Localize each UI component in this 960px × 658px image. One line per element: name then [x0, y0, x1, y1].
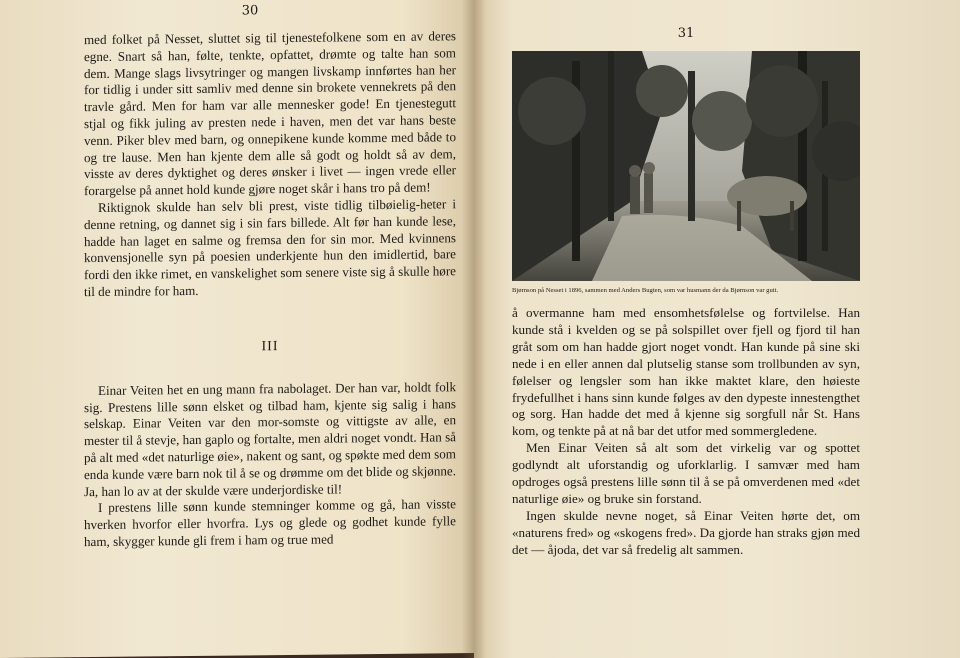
right-text — [512, 305, 860, 559]
right-page — [474, 0, 960, 658]
paragraph: I prestens lille sønn kunde stemninger komme og gå, han visste hverken hvorfor eller hvorfra. Lys og glede og godhet kunde fylle ham, skygger kunde gli frem i ham og true med — [84, 496, 456, 550]
photo-caption: Bjørnson på Nesset i 1896, sammen med Anders Bugten, som var husmann der da Bjørnson var gutt. — [512, 287, 779, 294]
paragraph: Ingen skulde nevne noget, så Einar Veiten hørte det, om «naturens fred» og «skogens fred». Da gjorde han straks gjøn med det — åjoda, det var så fredelig alt sammen. — [512, 507, 860, 557]
paragraph: Men Einar Veiten så alt som det virkelig var og spottet godlyndt alt uforstandig og uforklarlig. I samvær med ham opdroges også prestens lille sønn til å se på omverdenen med «det naturlige øie» og bruke sin forstand. — [512, 440, 860, 506]
paragraph: med folket på Nesset, sluttet sig til tjenestefolkene som en av deres egne. Snart så han, følte, tenkte, opfattet, drømte og talte han som dem. Mange slags livsytringer og mangen livskamp innførtes han her for tidlig i under sitt samliv med denne sin brokete vennekrets på den travle gård. Men for ham var alle mennesker gode! En tjenestegutt stjal og fikk juling av presten nede i haven, men det var hans beste venn. Piker blev med barn, og onnepikene kunde komme med både to og tre lause. Men han kjente dem alle så godt og holdt så av dem, visste av deres dyktighet og deres ønsker i livet — ingen vrede eller forargelse på annet hold kunde gjøre noget skår i hans tro på dem! — [84, 28, 456, 199]
page-number-left: 30 — [241, 3, 259, 19]
paragraph: Riktignok skulde han selv bli prest, viste tidlig tilbøielig-heter i denne retning, og dannet sig i sin fars billede. Alt før han kunde lese, hadde han laget en salme og fremsa den for sin mor. Med kvinnens konvensjonelle syn på poesien underkjente hun den imidlertid, bare fordi den ikke rimet, en vanskelighet som senere viste sig å skulle høre til de mindre for ham. — [84, 196, 456, 300]
paragraph: å overmanne ham med ensomhetsfølelse og fortvilelse. Han kunde stå i kvelden og se på solspillet over fjell og fjord til han gråt som om han hadde gjort noget vondt. Han kunde på sine ski nede i en eller annen dal plutselig stanse som trollbunden av syn, følelser og lengsler som han ikke maktet klare, den høieste frydefullhet i hans sinn kunde følges av den dypeste innestengthet og sorg. Han hadde det med å kjenne sig sorgfull når St. Hans kom, og tenkte på at nå bar det utfor med sommergledene. — [512, 305, 860, 439]
left-page — [0, 0, 474, 658]
chapter-heading: III — [261, 338, 279, 355]
paragraph: Einar Veiten het en ung mann fra nabolaget. Der han var, holdt folk sig. Prestens lille sønn elsket og tilbad ham, kjente sig salig i hans selskap. Einar Veiten var den mor-somste og vittigste av alle, en mester til å stevje, han gaplo og fortalte, men aldri noget vondt. Han så på alt med «det naturlige øie», nakent og sant, og spøkte med dem som enda kunde være barn nok til å se og drømme om det blide og skjønne. Ja, han lo av at der skulde være underjordiske til! — [84, 378, 456, 499]
left-text-bottom — [84, 379, 456, 551]
photo-forest-path-icon — [512, 51, 860, 281]
left-text-top — [84, 28, 456, 301]
photograph — [512, 51, 860, 281]
page-number-right: 31 — [677, 26, 695, 41]
